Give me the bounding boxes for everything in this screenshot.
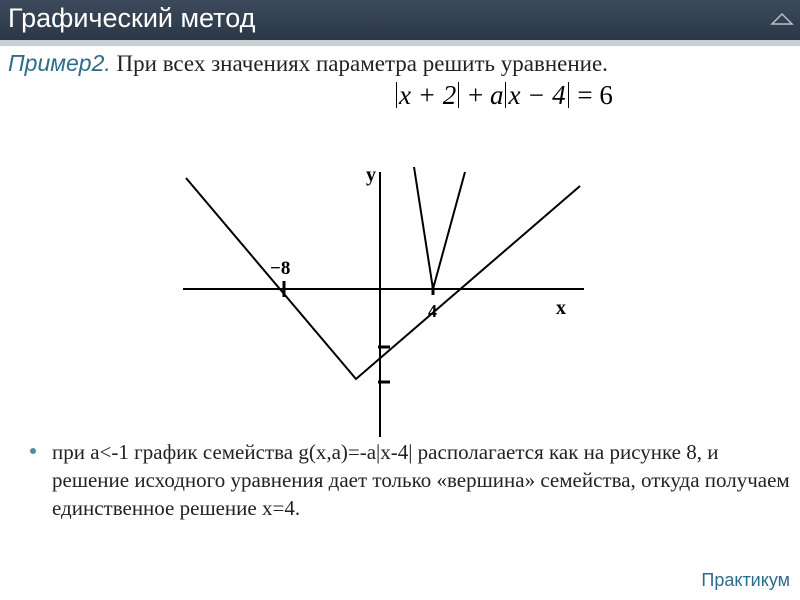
eq-abs1: x + 2 [399,80,457,110]
tick-label-neg8: −8 [270,258,291,279]
eq-rhs: = 6 [577,80,613,110]
y-axis-label: y [366,164,376,186]
x-axis-label: x [556,297,566,319]
bullet-dot-icon [30,448,36,454]
tick-label-4: 4 [428,301,437,321]
left-v-curve [186,178,580,379]
slide-title: Графический метод [8,3,256,33]
example-label: Пример2. [8,50,111,76]
eq-abs2: x − 4 [508,80,566,110]
steep-v-family [414,167,465,289]
bullet-text: при a<-1 график семейства g(x,a)=-a|x-4| располагается как на рисунке 8, и решение исходного уравнения дает только «вершина» семейства, откуда получаем единственное решение x=4. [52,440,790,520]
problem-statement: При всех значениях параметра решить уравнение. [110,51,608,76]
eq-coef: a [489,80,504,110]
bullet-item [30,438,790,522]
footer-label[interactable]: Практикум [701,570,790,590]
equation: x + 2 + a x − 4 = 6 [394,80,613,111]
